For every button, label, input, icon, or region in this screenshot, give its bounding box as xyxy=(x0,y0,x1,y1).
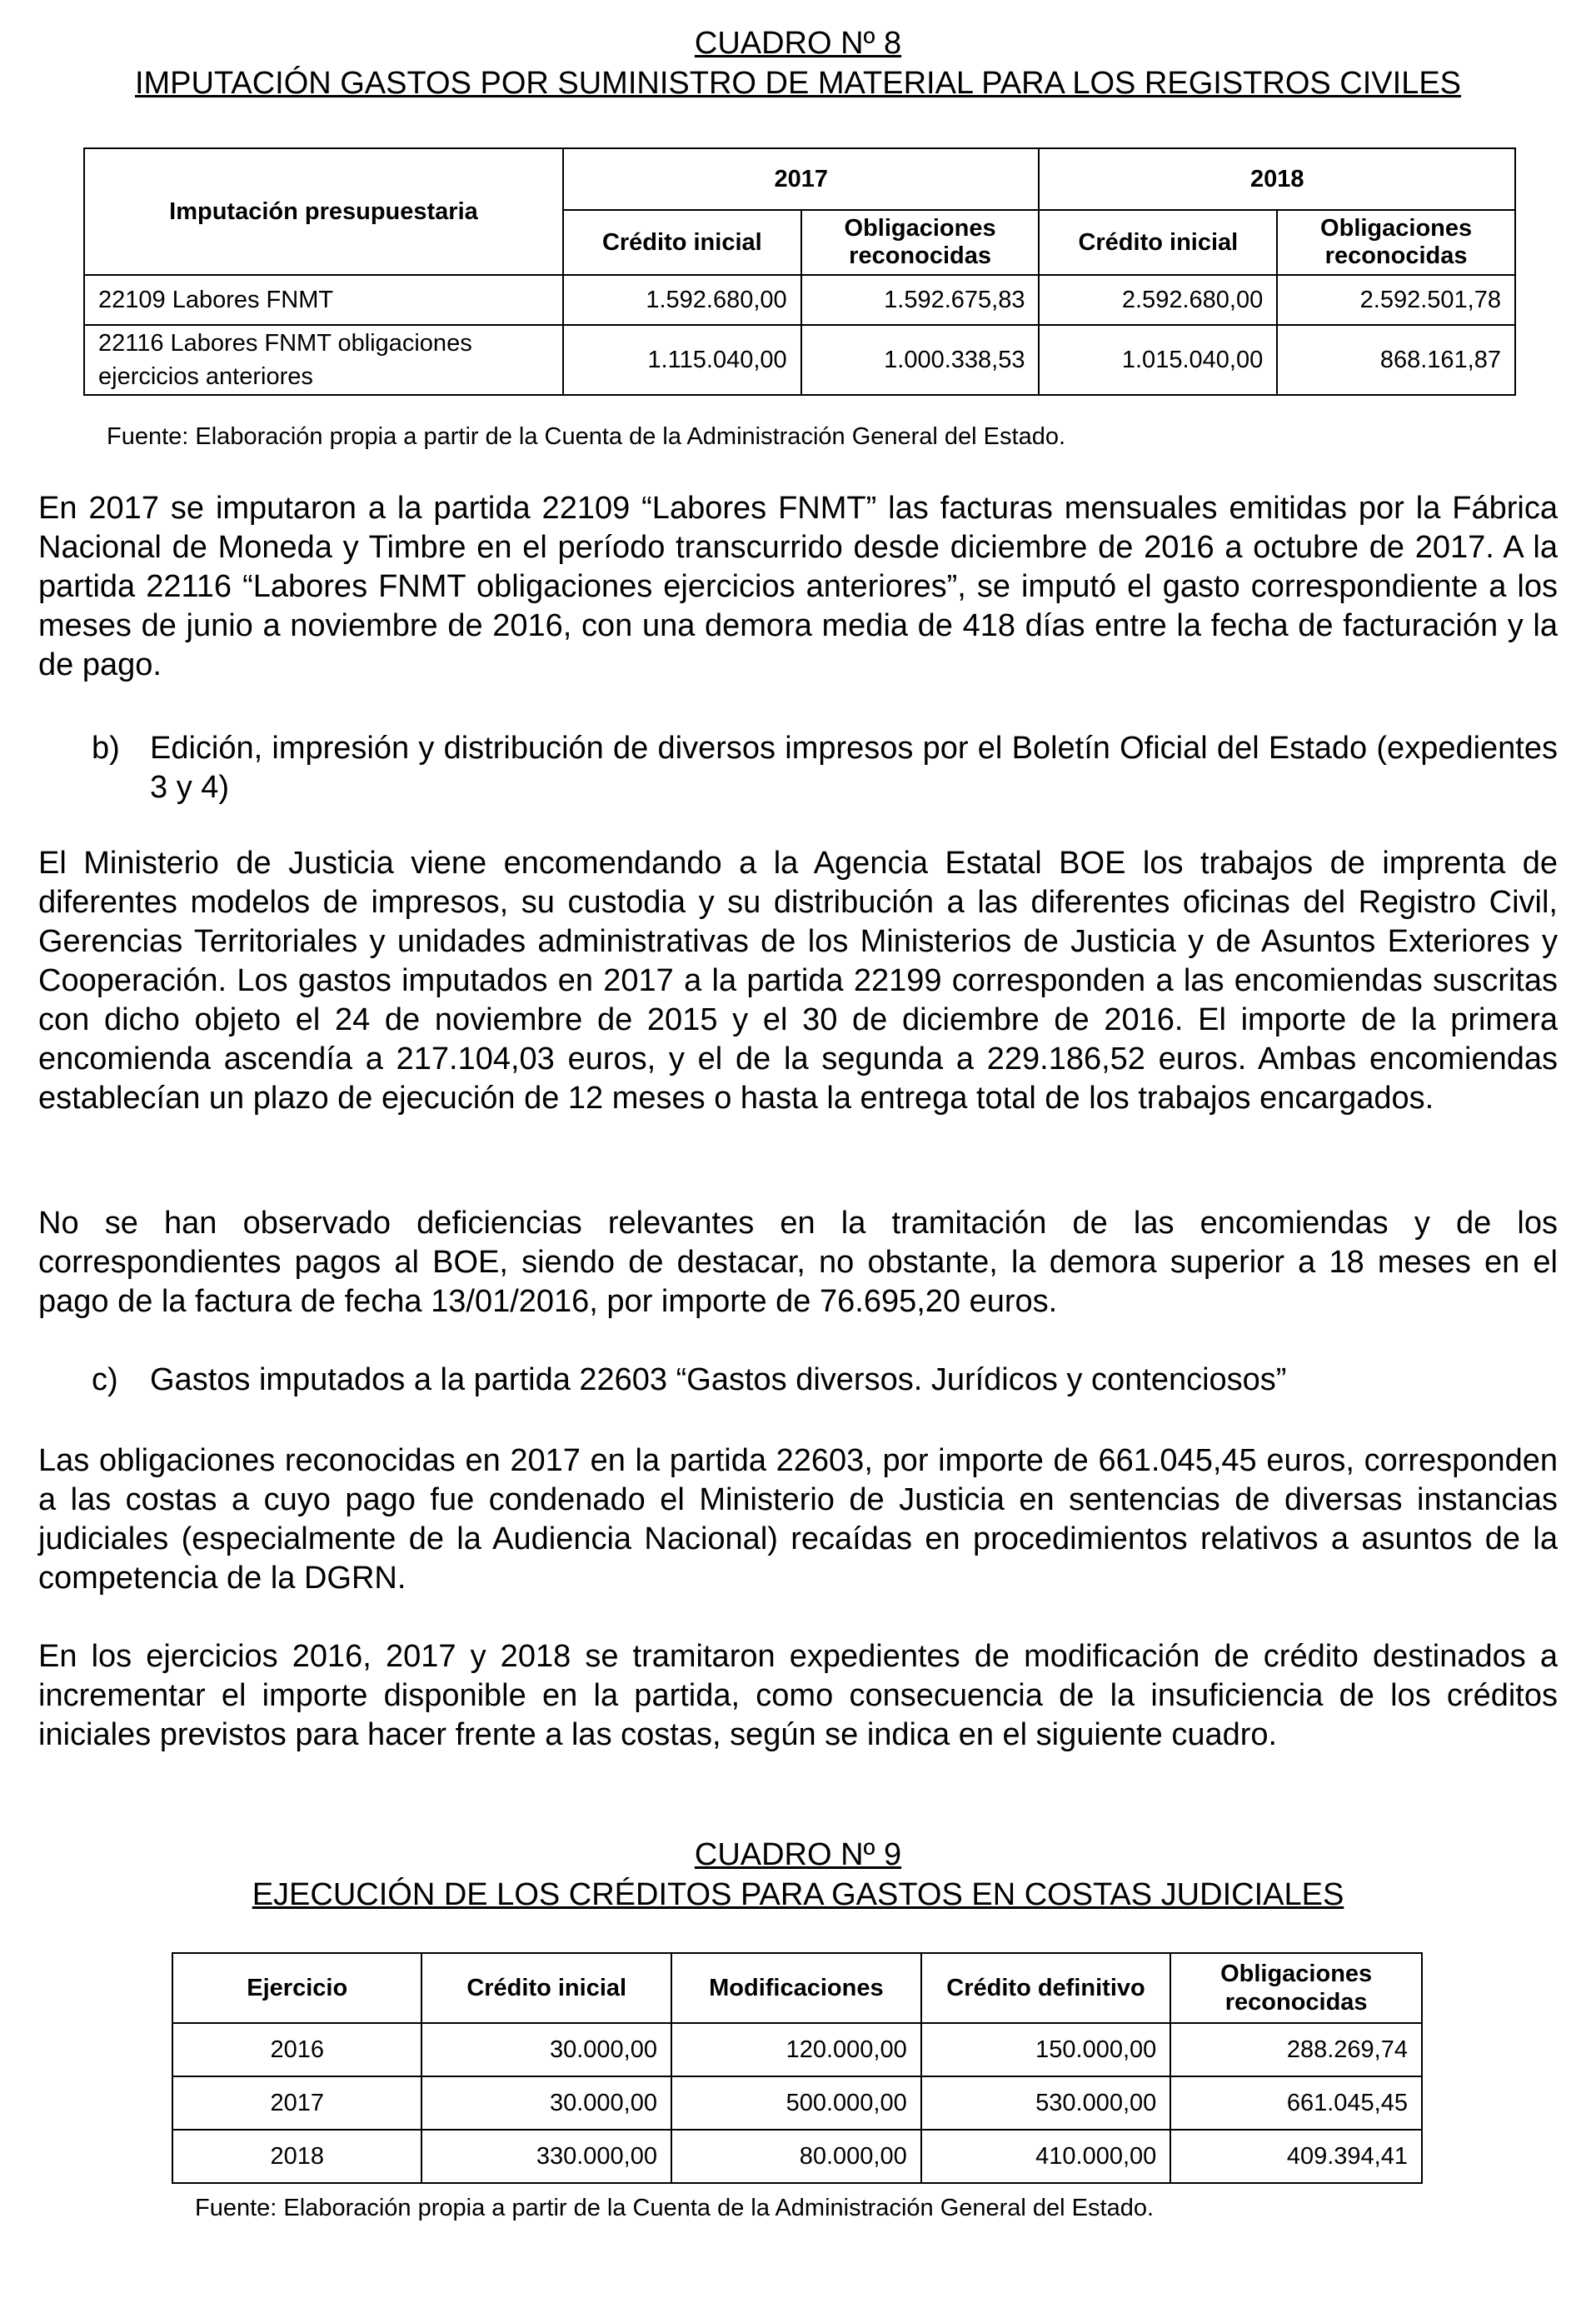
row-label: 22116 Labores FNMT obligaciones ejercicios anteriores xyxy=(84,325,563,395)
table-cell: 120.000,00 xyxy=(671,2023,921,2076)
table-cell: 330.000,00 xyxy=(421,2130,671,2183)
header-imputacion: Imputación presupuestaria xyxy=(84,148,563,275)
table-cell: 2.592.501,78 xyxy=(1277,275,1515,325)
header-credito-inicial-2017: Crédito inicial xyxy=(563,210,801,275)
cuadro9-title: EJECUCIÓN DE LOS CRÉDITOS PARA GASTOS EN COSTAS JUDICIALES xyxy=(252,1877,1344,1912)
table-cell: 409.394,41 xyxy=(1170,2130,1422,2183)
table-cell: 2017 xyxy=(172,2076,421,2130)
table-cell: 288.269,74 xyxy=(1170,2023,1422,2076)
table-cell: 1.592.680,00 xyxy=(563,275,801,325)
list-item-c-text: Gastos imputados a la partida 22603 “Gastos diversos. Jurídicos y contenciosos” xyxy=(150,1362,1287,1397)
table-cell: 1.592.675,83 xyxy=(801,275,1040,325)
table-cell: 2018 xyxy=(172,2130,421,2183)
cuadro8-title: IMPUTACIÓN GASTOS POR SUMINISTRO DE MATERIAL PARA LOS REGISTROS CIVILES xyxy=(134,66,1462,101)
header-year-2017: 2017 xyxy=(563,148,1040,210)
cuadro8-header-row-1 xyxy=(84,148,1515,210)
paragraph-5: En los ejercicios 2016, 2017 y 2018 se tramitaron expedientes de modificación de crédito destinados a incrementar el importe disponible en la partida, como consecuencia de la insuficiencia de los créditos iniciales previstos para hacer frente a las costas, según se indica en el siguiente cuadro. xyxy=(38,1639,1558,1752)
table-cell: 150.000,00 xyxy=(921,2023,1171,2076)
table-cell: 2016 xyxy=(172,2023,421,2076)
cuadro8-heading xyxy=(0,23,1596,103)
table-cell: 1.115.040,00 xyxy=(563,325,801,395)
table-cell: 530.000,00 xyxy=(921,2076,1171,2130)
cuadro9-heading xyxy=(0,1835,1596,1915)
paragraph-4: Las obligaciones reconocidas en 2017 en la partida 22603, por importe de 661.045,45 euros, corresponden a las costas a cuyo pago fue condenado el Ministerio de Justicia en sentencias de diversas instancias judiciales (especialmente de la Audiencia Nacional) recaídas en procedimientos relativos a asuntos de la competencia de la DGRN. xyxy=(38,1443,1558,1596)
list-marker-b: b) xyxy=(92,731,120,766)
paragraph-2: El Ministerio de Justicia viene encomendando a la Agencia Estatal BOE los trabajos de imprenta de diferentes modelos de impresos, su custodia y su distribución a las diferentes oficinas del Registro Civil, Gerencias Territoriales y unidades administrativas de los Ministerios de Justicia y de Asuntos Exteriores y Cooperación. Los gastos imputados en 2017 a la partida 22199 corresponden a las encomiendas suscritas con dicho objeto el 24 de noviembre de 2015 y el 30 de diciembre de 2016. El importe de la primera encomienda ascendía a 217.104,03 euros, y el de la segunda a 229.186,52 euros. Ambas encomiendas establecían un plazo de ejecución de 12 meses o hasta la entrega total de los trabajos encargados. xyxy=(38,846,1558,1116)
table-row xyxy=(172,2076,1422,2130)
cuadro8-table xyxy=(83,147,1516,396)
table-cell: 500.000,00 xyxy=(671,2076,921,2130)
cuadro8-number: CUADRO Nº 8 xyxy=(694,26,902,61)
header-modificaciones: Modificaciones xyxy=(671,1953,921,2023)
cuadro9-source: Fuente: Elaboración propia a partir de la Cuenta de la Administración General del Estado. xyxy=(195,2195,1155,2221)
cuadro8-source: Fuente: Elaboración propia a partir de la Cuenta de la Administración General del Estado. xyxy=(107,423,1066,450)
table-row xyxy=(84,275,1515,325)
list-marker-c: c) xyxy=(92,1362,118,1397)
table-row xyxy=(172,2130,1422,2183)
header-obligaciones-2018: Obligaciones reconocidas xyxy=(1277,210,1515,275)
table-cell: 1.000.338,53 xyxy=(801,325,1040,395)
cuadro9-header-row xyxy=(172,1953,1422,2023)
header-credito-inicial-2018: Crédito inicial xyxy=(1039,210,1277,275)
table-cell: 2.592.680,00 xyxy=(1039,275,1277,325)
table-cell: 661.045,45 xyxy=(1170,2076,1422,2130)
list-item-b-text: Edición, impresión y distribución de diversos impresos por el Boletín Oficial del Estado (expedientes 3 y 4) xyxy=(150,731,1558,805)
header-credito-definitivo: Crédito definitivo xyxy=(921,1953,1171,2023)
cuadro9-number: CUADRO Nº 9 xyxy=(694,1837,902,1872)
table-row xyxy=(172,2023,1422,2076)
table-row xyxy=(84,325,1515,395)
table-cell: 30.000,00 xyxy=(421,2023,671,2076)
table-cell: 868.161,87 xyxy=(1277,325,1515,395)
table-cell: 80.000,00 xyxy=(671,2130,921,2183)
row-label: 22109 Labores FNMT xyxy=(84,275,563,325)
header-obligaciones-reconocidas: Obligaciones reconocidas xyxy=(1170,1953,1422,2023)
paragraph-1: En 2017 se imputaron a la partida 22109 “Labores FNMT” las facturas mensuales emitidas por la Fábrica Nacional de Moneda y Timbre en el período transcurrido desde diciembre de 2016 a octubre de 2017. A la partida 22116 “Labores FNMT obligaciones ejercicios anteriores”, se imputó el gasto correspondiente a los meses de junio a noviembre de 2016, con una demora media de 418 días entre la fecha de facturación y la de pago. xyxy=(38,491,1558,682)
header-credito-inicial: Crédito inicial xyxy=(421,1953,671,2023)
paragraph-3: No se han observado deficiencias relevantes en la tramitación de las encomiendas y de los correspondientes pagos al BOE, siendo de destacar, no obstante, la demora superior a 18 meses en el pago de la factura de fecha 13/01/2016, por importe de 76.695,20 euros. xyxy=(38,1206,1558,1319)
header-year-2018: 2018 xyxy=(1039,148,1515,210)
header-ejercicio: Ejercicio xyxy=(172,1953,421,2023)
table-cell: 1.015.040,00 xyxy=(1039,325,1277,395)
table-cell: 410.000,00 xyxy=(921,2130,1171,2183)
header-obligaciones-2017: Obligaciones reconocidas xyxy=(801,210,1040,275)
cuadro9-table xyxy=(172,1952,1423,2184)
table-cell: 30.000,00 xyxy=(421,2076,671,2130)
